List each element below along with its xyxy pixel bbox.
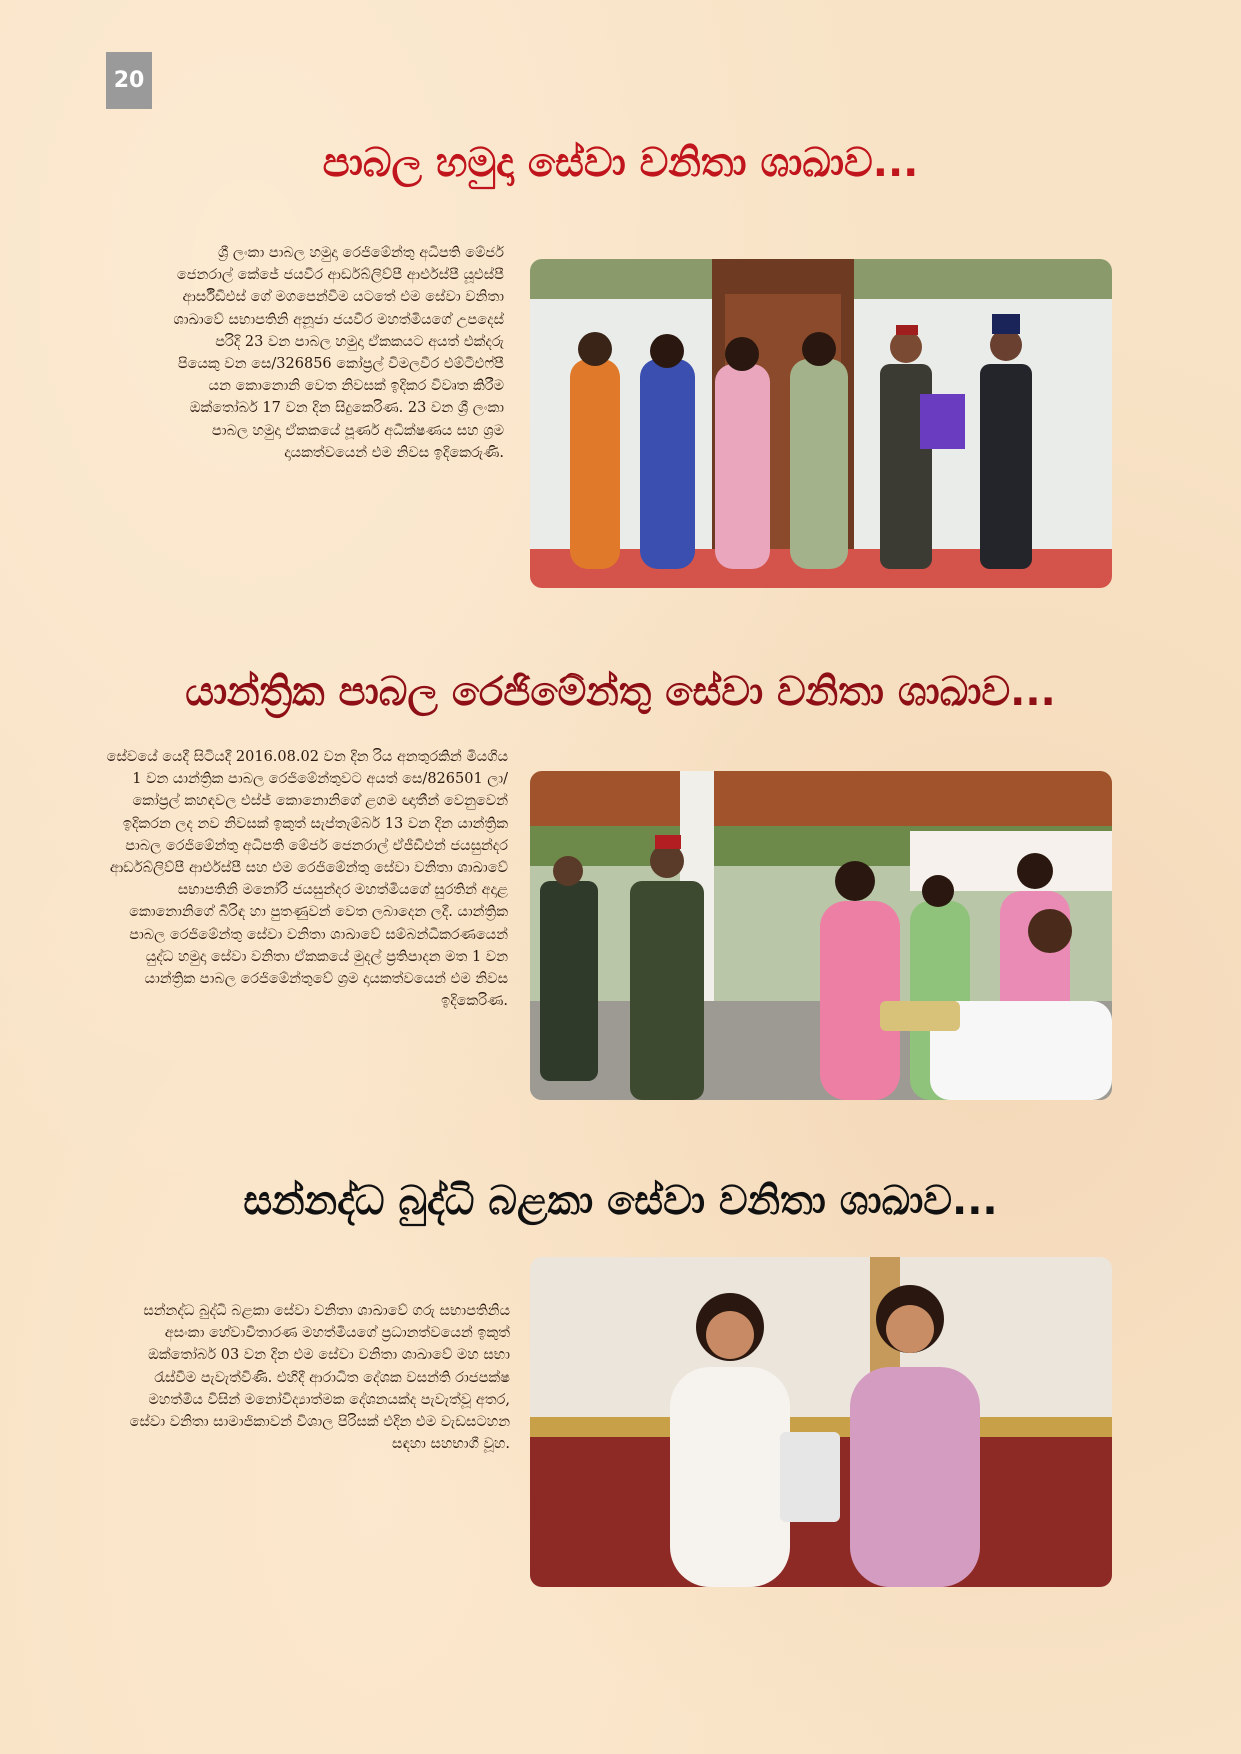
section-1-heading: පාබල හමුදා සේවා වනිතා ශාඛාව... [322,140,919,186]
section-1-body: ශ්‍රී ලංකා පාබල හමුදා රෙජිමේන්තු අධිපති මේජර් ජෙනරාල් කේජේ ජයවීර ආර්ඩබ්ලිව්පී ආර්එස්පී යූඑස්පී ආර්සීඩීඑස් ගේ මගපෙන්වීම යටතේ එම සේවා වනිතා ශාඛාවේ සභාපතිනි අනූජා ජයවීර මහත්මියගේ උපදෙස් පරිදි 23 වන පාබල හමුදා ඒකකයට අයත් එක්දරු පියෙකු වන සෙ/326856 කෝප්‍රල් විමලවීර එම්ටීඑෆ්පී යන කොනොනි වෙත නිවසක් ඉදිකර විවෘත කිරීම ඔක්තෝබර් 17 වන දින සිදුකෙරිණ. 23 වන ශ්‍රී ලංකා පාබල හමුදා ඒකකයේ පූර්ණ අධීක්ෂණය සහ ශ්‍රම දායකත්වයෙන් එම නිවස ඉදිකෙරුණි. [173,245,504,461]
section-3-heading: සන්නද්ධ බුද්ධි බළකා සේවා වනිතා ශාඛාව... [243,1178,998,1224]
section-1-photo [530,259,1112,588]
section-2-heading: යාන්ත්‍රික පාබල රෙජිමේන්තු සේවා වනිතා ශාඛාව... [185,669,1056,715]
page-number: 20 [106,52,152,109]
section-3-body: සන්නද්ධ බුද්ධි බළකා සේවා වනිතා ශාඛාවේ ගරු සභාපතිනිය අසංකා හේවාවිතාරණ මහත්මියගේ ප්‍රධානත්වයෙන් ඉකුත් ඔක්තෝබර් 03 වන දින එම සේවා වනිතා ශාඛාවේ මහ සභා රැස්වීම පැවැත්විණි. එහිදී ආරාධිත දේශක වසන්ති රාජපක්ෂ මහත්මිය විසින් මනෝවිද්‍යාත්මක දේශනයක්ද පැවැත්වූ අතර, සේවා වනිතා සාමාජිකාවන් විශාල පිරිසක් එදින එම වැඩසටහන සඳහා සහභාගී වූහ. [129,1303,510,1453]
section-2-photo [530,771,1112,1100]
section-2-body: සේවයේ යෙදී සිටියදී 2016.08.02 වන දින රිය අනතුරකින් මියගිය 1 වන යාන්ත්‍රික පාබල රෙජිමේන්තුවට අයත් සෙ/826501 ලා/කෝප්‍රල් කහඳවල එස්ජ් කොනොනිගේ ළගම ඥාතීන් වෙනුවෙන් ඉදිකරන ලද නව නිවසක් ඉකුත් සැප්තැම්බර් 13 වන දින යාන්ත්‍රික පාබල රෙජිමේන්තු අධිපති මේජර් ජෙනරාල් ඒජීඩීඑන් ජයසුන්දර ආර්ඩබ්ලිව්පී ආර්එස්පී සහ එම රෙජිමේන්තු සේවා වනිතා ශාඛාවේ සභාපතිනි මනෝරි ජයසුන්දර මහත්මියගේ සුරතින් අදාළ කොනොනිගේ බිරිඳ හා පුතණුවන් වෙත ලබාදෙන ලදී. යාන්ත්‍රික පාබල රෙජිමේන්තු සේවා වනිතා ශාඛාවේ සම්බන්ධීකරණයෙන් යුද්ධ හමුදා සේවා වනිතා ඒකකයේ මුදල් ප්‍රතිපාදන මත 1 වන යාන්ත්‍රික පාබල රෙජිමේන්තුවේ ශ්‍රම දායකත්වයෙන් එම නිවස ඉදිකෙරිණ. [106,749,508,1010]
section-3-photo [530,1257,1112,1587]
